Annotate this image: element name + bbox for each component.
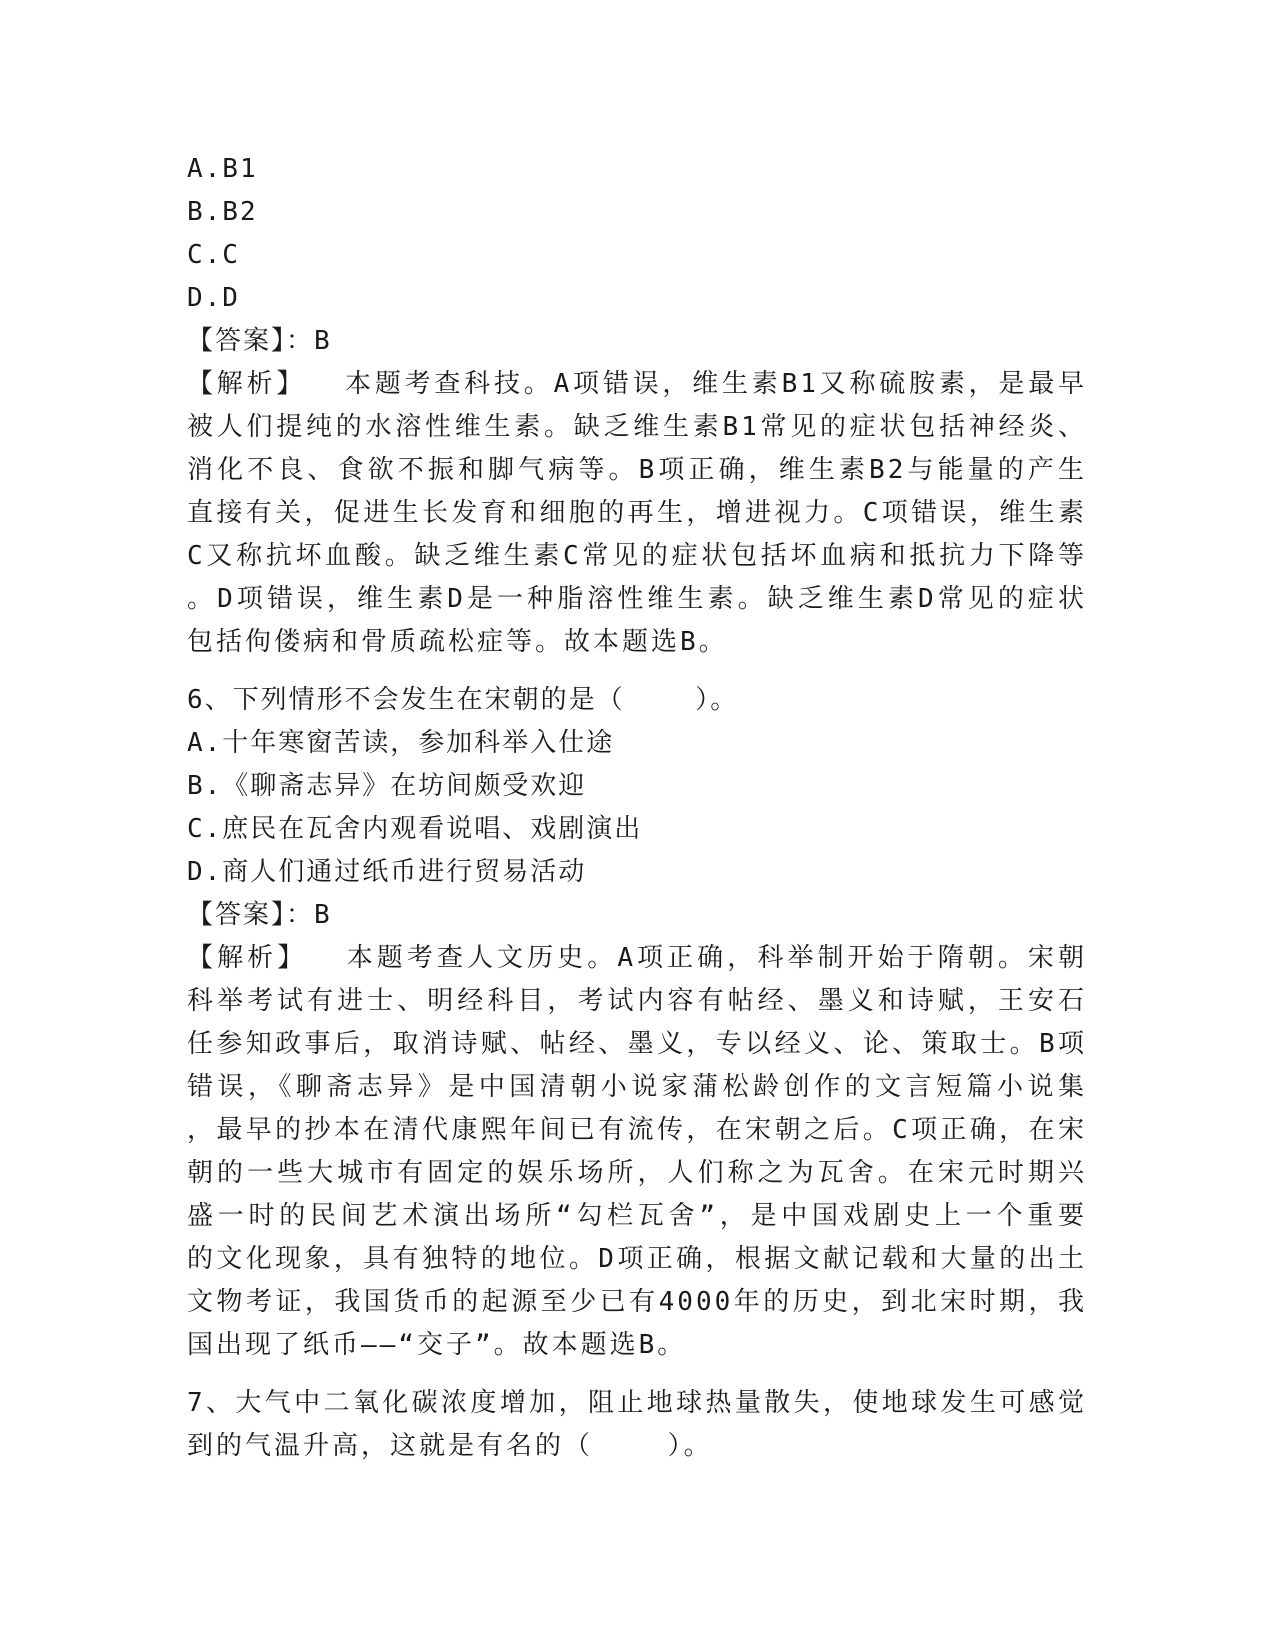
q5-answer: 【答案】：B — [187, 326, 332, 356]
q6-option-d: D.商人们通过纸币进行贸易活动 — [187, 857, 587, 887]
q5-analysis-line: 包括佝偻病和骨质疏松症等。故本题选B。 — [187, 627, 728, 657]
q6-analysis-line: 国出现了纸币——“交子”。故本题选B。 — [187, 1330, 687, 1360]
q6-analysis-line: 科举考试有进士、明经科目，考试内容有帖经、墨义和诗赋，王安石 — [187, 986, 1087, 1016]
q6-analysis-line: 错误，《聊斋志异》是中国清朝小说家蒲松龄创作的文言短篇小说集 — [187, 1072, 1087, 1102]
q6-analysis-line: 【解析】 本题考查人文历史。A项正确，科举制开始于隋朝。宋朝 — [187, 943, 1087, 973]
q6-question: 6、下列情形不会发生在宋朝的是（ ）。 — [187, 685, 739, 715]
q5-analysis-line: 消化不良、食欲不振和脚气病等。B项正确，维生素B2与能量的产生 — [187, 455, 1087, 485]
q5-option-d: D.D — [187, 283, 240, 313]
q6-analysis-line: 的文化现象，具有独特的地位。D项正确，根据文献记载和大量的出土 — [187, 1244, 1087, 1274]
q5-analysis-line: 直接有关，促进生长发育和细胞的再生，增进视力。C项错误，维生素 — [187, 498, 1087, 528]
q6-option-c: C.庶民在瓦舍内观看说唱、戏剧演出 — [187, 814, 643, 844]
q7-question-line: 7、大气中二氧化碳浓度增加，阻止地球热量散失，使地球发生可感觉 — [187, 1388, 1087, 1418]
q6-analysis-line: 朝的一些大城市有固定的娱乐场所，人们称之为瓦舍。在宋元时期兴 — [187, 1158, 1087, 1188]
q5-option-a: A.B1 — [187, 154, 258, 184]
q7-question — [187, 1382, 1087, 1468]
q6-analysis-line: ，最早的抄本在清代康熙年间已有流传，在宋朝之后。C项正确，在宋 — [187, 1115, 1087, 1145]
q6-analysis — [187, 937, 1087, 1367]
q5-analysis — [187, 363, 1087, 664]
q7-question-line: 到的气温升高，这就是有名的（ ）。 — [187, 1431, 713, 1461]
q6-analysis-line: 盛一时的民间艺术演出场所“勾栏瓦舍”，是中国戏剧史上一个重要 — [187, 1201, 1087, 1231]
q5-analysis-line: 被人们提纯的水溶性维生素。缺乏维生素B1常见的症状包括神经炎、 — [187, 412, 1087, 442]
q5-analysis-line: 。D项错误，维生素D是一种脂溶性维生素。缺乏维生素D常见的症状 — [187, 584, 1087, 614]
q6-analysis-line: 文物考证，我国货币的起源至少已有4000年的历史，到北宋时期，我 — [187, 1287, 1087, 1317]
q5-option-b: B.B2 — [187, 197, 258, 227]
q5-option-c: C.C — [187, 240, 240, 270]
q6-option-a: A.十年寒窗苦读，参加科举入仕途 — [187, 728, 615, 758]
q6-option-b: B.《聊斋志异》在坊间颇受欢迎 — [187, 771, 587, 801]
q5-analysis-line: 【解析】 本题考查科技。A项错误，维生素B1又称硫胺素，是最早 — [187, 369, 1087, 399]
q6-analysis-line: 任参知政事后，取消诗赋、帖经、墨义，专以经义、论、策取士。B项 — [187, 1029, 1087, 1059]
q6-answer: 【答案】：B — [187, 900, 332, 930]
document-page — [187, 148, 1087, 1468]
q5-analysis-line: C又称抗坏血酸。缺乏维生素C常见的症状包括坏血病和抵抗力下降等 — [187, 541, 1087, 571]
